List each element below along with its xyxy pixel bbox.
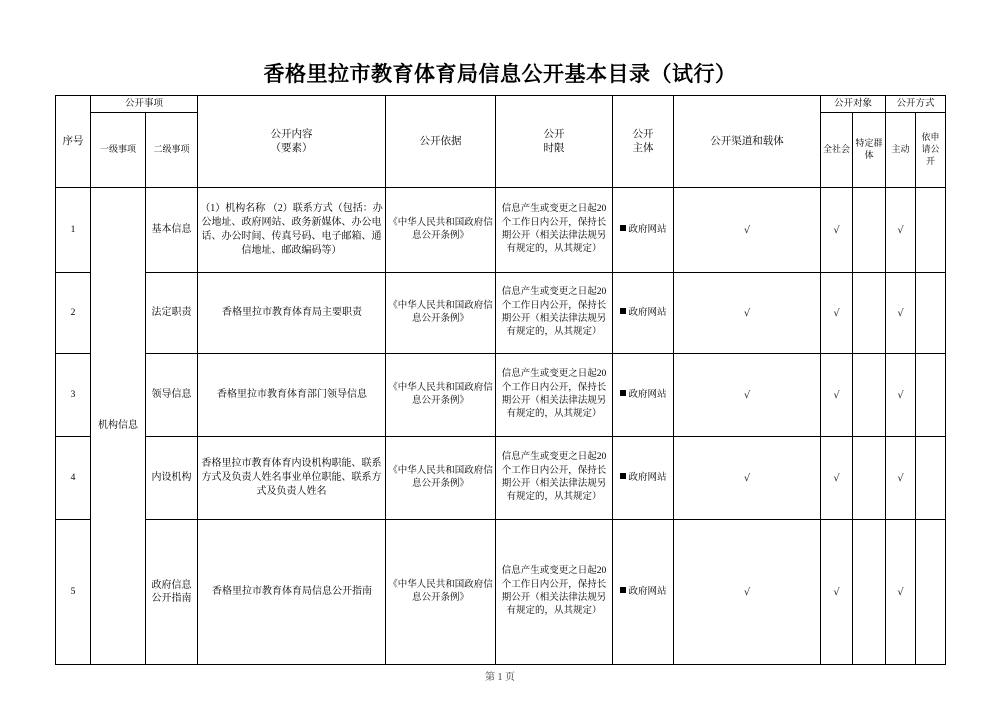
filled-square-icon bbox=[620, 308, 626, 314]
table-row bbox=[56, 354, 946, 437]
cell-basis: 《中华人民共和国政府信息公开条例》 bbox=[386, 188, 496, 273]
check-icon: √ bbox=[833, 472, 840, 484]
check-icon: √ bbox=[897, 472, 904, 484]
cell-channel-check bbox=[674, 520, 821, 665]
filled-square-icon bbox=[620, 587, 626, 593]
cell-method-on-request-check bbox=[916, 188, 946, 273]
cell-subject bbox=[613, 520, 674, 665]
cell-seq: 4 bbox=[56, 437, 91, 520]
cell-channel-check bbox=[674, 354, 821, 437]
cell-audience-all-check bbox=[821, 188, 853, 273]
cell-content: （1）机构名称 （2）联系方式（包括：办公地址、政府网站、政务新媒体、办公电话、办公时间、传真号码、电子邮箱、通信地址、邮政编码等） bbox=[198, 188, 386, 273]
cell-subject bbox=[613, 188, 674, 273]
column-header-subject-line1: 公开 bbox=[632, 128, 654, 140]
cell-level2: 内设机构 bbox=[146, 437, 198, 520]
column-header-time-limit-line1: 公开 bbox=[543, 128, 565, 140]
cell-content: 香格里拉市教育体育内设机构职能、联系方式及负责人姓名事业单位职能、联系方式及负责人姓名 bbox=[198, 437, 386, 520]
cell-time-limit: 信息产生或变更之日起20个工作日内公开，保持长期公开（相关法律法规另有规定的，从其规定） bbox=[496, 437, 613, 520]
check-icon: √ bbox=[743, 389, 751, 401]
check-icon: √ bbox=[833, 586, 840, 598]
cell-time-limit: 信息产生或变更之日起20个工作日内公开，保持长期公开（相关法律法规另有规定的，从其规定） bbox=[496, 188, 613, 273]
check-icon: √ bbox=[743, 586, 751, 598]
filled-square-icon bbox=[620, 225, 626, 231]
table-row bbox=[56, 437, 946, 520]
cell-subject-label: 政府网站 bbox=[628, 389, 667, 400]
cell-method-active-check bbox=[886, 273, 916, 354]
check-icon: √ bbox=[833, 307, 840, 319]
cell-method-active-check bbox=[886, 437, 916, 520]
cell-content: 香格里拉市教育体育部门领导信息 bbox=[198, 354, 386, 437]
column-header-content-line1: 公开内容 bbox=[270, 128, 313, 140]
cell-channel-check bbox=[674, 437, 821, 520]
cell-level2: 法定职责 bbox=[146, 273, 198, 354]
column-header-subject bbox=[613, 96, 674, 188]
cell-subject-label: 政府网站 bbox=[628, 472, 667, 483]
table-header-group-row bbox=[56, 96, 946, 113]
column-header-content bbox=[198, 96, 386, 188]
cell-subject-label: 政府网站 bbox=[628, 307, 667, 318]
cell-time-limit: 信息产生或变更之日起20个工作日内公开，保持长期公开（相关法律法规另有规定的，从其规定） bbox=[496, 354, 613, 437]
cell-audience-all-check bbox=[821, 273, 853, 354]
cell-audience-specific-check bbox=[853, 273, 886, 354]
column-header-content-line2: （要素） bbox=[270, 142, 313, 154]
column-header-audience-specific: 特定群体 bbox=[853, 113, 886, 188]
cell-subject-label: 政府网站 bbox=[628, 224, 667, 235]
catalog-table-container bbox=[55, 95, 945, 665]
column-header-level2: 二级事项 bbox=[146, 113, 198, 188]
table-row bbox=[56, 520, 946, 665]
cell-seq: 1 bbox=[56, 188, 91, 273]
column-header-time-limit-line2: 时限 bbox=[543, 142, 565, 154]
check-icon: √ bbox=[897, 389, 904, 401]
cell-audience-all-check bbox=[821, 437, 853, 520]
cell-method-active-check bbox=[886, 188, 916, 273]
column-header-audience-all: 全社会 bbox=[821, 113, 853, 188]
column-header-time-limit bbox=[496, 96, 613, 188]
page-number-footer: 第 1 页 bbox=[485, 672, 515, 683]
cell-basis: 《中华人民共和国政府信息公开条例》 bbox=[386, 273, 496, 354]
cell-method-active-check bbox=[886, 520, 916, 665]
cell-basis: 《中华人民共和国政府信息公开条例》 bbox=[386, 437, 496, 520]
check-icon: √ bbox=[833, 224, 840, 236]
cell-level2: 政府信息公开指南 bbox=[146, 520, 198, 665]
check-icon: √ bbox=[743, 224, 751, 236]
cell-level1-merged: 机构信息 bbox=[91, 188, 146, 665]
cell-subject bbox=[613, 354, 674, 437]
cell-method-active-check bbox=[886, 354, 916, 437]
cell-content: 香格里拉市教育体育局主要职责 bbox=[198, 273, 386, 354]
column-header-level1: 一级事项 bbox=[91, 113, 146, 188]
cell-content: 香格里拉市教育体育局信息公开指南 bbox=[198, 520, 386, 665]
cell-method-on-request-check bbox=[916, 437, 946, 520]
table-header bbox=[56, 96, 946, 188]
cell-audience-specific-check bbox=[853, 188, 886, 273]
cell-audience-all-check bbox=[821, 520, 853, 665]
check-icon: √ bbox=[833, 389, 840, 401]
filled-square-icon bbox=[620, 473, 626, 479]
cell-level2: 领导信息 bbox=[146, 354, 198, 437]
cell-subject bbox=[613, 437, 674, 520]
page-title: 香格里拉市教育体育局信息公开基本目录（试行） bbox=[263, 62, 737, 86]
check-icon: √ bbox=[897, 307, 904, 319]
cell-channel-check bbox=[674, 273, 821, 354]
column-header-method-active: 主动 bbox=[886, 113, 916, 188]
table-row bbox=[56, 273, 946, 354]
group-header-method: 公开方式 bbox=[886, 96, 946, 113]
check-icon: √ bbox=[897, 224, 904, 236]
column-header-subject-line2: 主体 bbox=[632, 142, 654, 154]
table-body bbox=[56, 188, 946, 665]
cell-audience-specific-check bbox=[853, 437, 886, 520]
column-header-seq: 序号 bbox=[56, 96, 91, 188]
cell-seq: 3 bbox=[56, 354, 91, 437]
cell-time-limit: 信息产生或变更之日起20个工作日内公开，保持长期公开（相关法律法规另有规定的，从其规定） bbox=[496, 273, 613, 354]
column-header-basis: 公开依据 bbox=[386, 96, 496, 188]
check-icon: √ bbox=[743, 472, 751, 484]
cell-seq: 5 bbox=[56, 520, 91, 665]
column-header-method-on-request: 依申请公开 bbox=[916, 113, 946, 188]
information-disclosure-catalog-table bbox=[55, 95, 946, 665]
cell-level2: 基本信息 bbox=[146, 188, 198, 273]
cell-subject bbox=[613, 273, 674, 354]
group-header-audience: 公开对象 bbox=[821, 96, 886, 113]
cell-audience-specific-check bbox=[853, 354, 886, 437]
cell-basis: 《中华人民共和国政府信息公开条例》 bbox=[386, 354, 496, 437]
group-header-matters: 公开事项 bbox=[91, 96, 198, 113]
cell-time-limit: 信息产生或变更之日起20个工作日内公开，保持长期公开（相关法律法规另有规定的，从其规定） bbox=[496, 520, 613, 665]
column-header-channel: 公开渠道和载体 bbox=[674, 96, 821, 188]
table-row bbox=[56, 188, 946, 273]
check-icon: √ bbox=[743, 307, 751, 319]
cell-method-on-request-check bbox=[916, 520, 946, 665]
cell-subject-label: 政府网站 bbox=[628, 586, 667, 597]
check-icon: √ bbox=[897, 586, 904, 598]
cell-channel-check bbox=[674, 188, 821, 273]
cell-method-on-request-check bbox=[916, 273, 946, 354]
cell-audience-specific-check bbox=[853, 520, 886, 665]
filled-square-icon bbox=[620, 390, 626, 396]
cell-basis: 《中华人民共和国政府信息公开条例》 bbox=[386, 520, 496, 665]
cell-audience-all-check bbox=[821, 354, 853, 437]
cell-seq: 2 bbox=[56, 273, 91, 354]
cell-method-on-request-check bbox=[916, 354, 946, 437]
